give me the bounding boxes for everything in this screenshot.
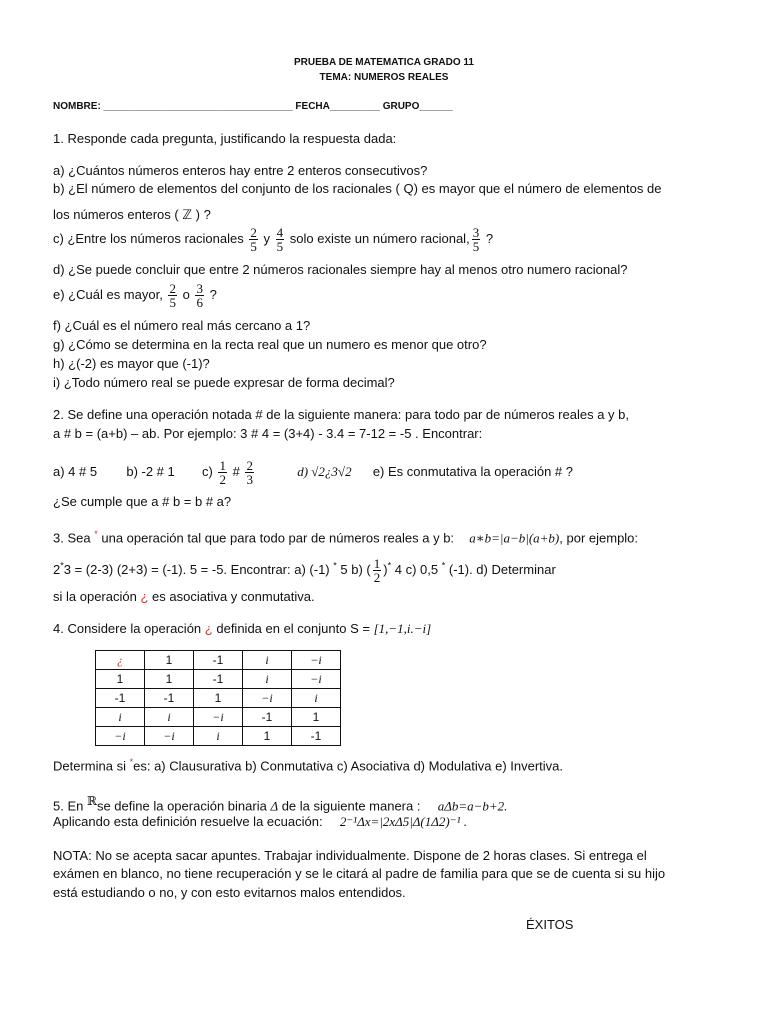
star-operator-symbol: * bbox=[94, 529, 98, 539]
fraction-denominator: 5 bbox=[169, 295, 176, 310]
q1-d: d) ¿Se puede concluir que entre 2 números racionales siempre hay al menos otro numero racional? bbox=[53, 262, 628, 277]
nota-line2: exámen en blanco, no tiene recuperación y se le citará al padre de familia para que se de cuenta si su hijo bbox=[53, 866, 666, 881]
q1-c bbox=[53, 226, 493, 253]
fraction-numerator: 3 bbox=[196, 281, 203, 296]
q3-l1-mid: una operación tal que para todo par de números reales a y b: bbox=[101, 530, 455, 546]
q5-l1-mid: se define la operación binaria bbox=[96, 798, 267, 814]
q5-line1 bbox=[53, 794, 507, 814]
q1-f: f) ¿Cuál es el número real más cercano a 1? bbox=[53, 318, 311, 333]
q3-l3-post: es asociativa y conmutativa. bbox=[152, 589, 315, 604]
fraction-4-5 bbox=[276, 226, 285, 253]
fraction-numerator: 1 bbox=[373, 556, 381, 571]
table-cell: 1 bbox=[145, 651, 194, 670]
q2-c-pre: c) bbox=[202, 463, 213, 479]
fraction-numerator: 2 bbox=[246, 458, 253, 473]
fraction-2-3 bbox=[245, 459, 254, 486]
q1-c-mid2: solo existe un número racional, bbox=[289, 230, 470, 246]
q1-b-line1: b) ¿El número de elementos del conjunto de los racionales ( Q) es mayor que el número de elementos de bbox=[53, 181, 662, 196]
q1-e-pre: e) ¿Cuál es mayor, bbox=[53, 286, 163, 302]
q4-line1 bbox=[53, 621, 431, 637]
exam-title: PRUEBA DE MATEMATICA GRADO 11 bbox=[293, 57, 474, 68]
q1-h: h) ¿(-2) es mayor que (-1)? bbox=[53, 356, 210, 371]
table-cell: -1 bbox=[145, 689, 194, 708]
table-cell: −i bbox=[194, 708, 243, 727]
table-cell: i bbox=[145, 708, 194, 727]
table-cell: i bbox=[243, 670, 292, 689]
q5-l2: Aplicando esta definición resuelve la ecuación: bbox=[53, 814, 323, 829]
table-row bbox=[96, 651, 341, 670]
q2-e: e) Es conmutativa la operación # ? bbox=[372, 463, 573, 479]
fraction-denominator: 3 bbox=[246, 472, 253, 487]
q1-c-mid1: y bbox=[263, 230, 270, 246]
q4-det-post: es: a) Clausurativa b) Conmutativa c) Asociativa d) Modulativa e) Invertiva. bbox=[133, 758, 564, 774]
table-row bbox=[96, 689, 341, 708]
table-cell: i bbox=[96, 708, 145, 727]
q4-det-pre: Determina si bbox=[53, 758, 126, 774]
q1-prompt: 1. Responde cada pregunta, justificando la respuesta dada: bbox=[53, 131, 397, 146]
fraction-1-2-q3 bbox=[373, 557, 382, 584]
table-cell: i bbox=[194, 727, 243, 746]
q4-pre: 4. Considere la operación bbox=[53, 621, 202, 636]
exam-subtitle: TEMA: NUMEROS REALES bbox=[319, 72, 449, 83]
q3-l2-c: 5 b) bbox=[340, 561, 363, 577]
q2-line1: 2. Se define una operación notada # de la siguiente manera: para todo par de números reales a y b, bbox=[53, 407, 629, 422]
operator-symbol: ¿ bbox=[204, 621, 213, 636]
q1-g: g) ¿Cómo se determina en la recta real que un numero es menor que otro? bbox=[53, 337, 487, 352]
table-cell: −i bbox=[145, 727, 194, 746]
fraction-denominator: 2 bbox=[219, 472, 226, 487]
table-cell: −i bbox=[96, 727, 145, 746]
fraction-denominator: 5 bbox=[472, 239, 480, 254]
fraction-numerator: 2 bbox=[250, 225, 257, 240]
table-row bbox=[96, 708, 341, 727]
q3-l3-pre: si la operación bbox=[53, 589, 137, 604]
q1-i: i) ¿Todo número real se puede expresar de forma decimal? bbox=[53, 375, 395, 390]
star-operator-symbol: * bbox=[60, 560, 64, 571]
fraction-numerator: 1 bbox=[219, 458, 226, 473]
operation-table bbox=[95, 650, 341, 746]
star-operator-symbol: * bbox=[387, 560, 392, 571]
fraction-3-6 bbox=[195, 282, 204, 309]
q1-c-post: ? bbox=[485, 230, 494, 246]
q2-c-op: # bbox=[232, 463, 240, 479]
q1-e-mid: o bbox=[182, 286, 190, 302]
real-numbers-symbol: ℝ bbox=[86, 794, 97, 808]
q5-line2 bbox=[53, 814, 467, 830]
q2-b: b) -2 # 1 bbox=[126, 463, 175, 479]
closing-text: ÉXITOS bbox=[526, 917, 574, 932]
table-cell: 1 bbox=[194, 689, 243, 708]
q4-determine-line bbox=[53, 757, 563, 773]
table-cell: i bbox=[243, 651, 292, 670]
table-cell: −i bbox=[292, 670, 341, 689]
fraction-numerator: 3 bbox=[472, 225, 480, 240]
fraction-numerator: 4 bbox=[276, 225, 284, 240]
q3-line3 bbox=[53, 589, 315, 604]
q3-line1 bbox=[53, 529, 638, 546]
q1-e bbox=[53, 282, 217, 309]
fraction-3-5 bbox=[472, 226, 481, 253]
table-cell: -1 bbox=[194, 670, 243, 689]
q2-line2: a # b = (a+b) – ab. Por ejemplo: 3 # 4 = (3+4) - 3.4 = 7-12 = -5 . Encontrar: bbox=[53, 426, 483, 441]
q4-mid: definida en el conjunto S = bbox=[216, 621, 370, 636]
q5-l1-pre: 5. En bbox=[53, 798, 84, 814]
q3-l1-post: , por ejemplo: bbox=[559, 530, 639, 546]
q1-a: a) ¿Cuántos números enteros hay entre 2 enteros consecutivos? bbox=[53, 163, 428, 178]
set-s: [1,−1,i.−i] bbox=[373, 621, 432, 636]
fraction-denominator: 6 bbox=[196, 295, 203, 310]
q1-b-line2: los números enteros ( ℤ ) ? bbox=[53, 207, 211, 222]
table-cell: -1 bbox=[292, 727, 341, 746]
q5-equation: 2⁻¹Δx=|2xΔ5|Δ(1Δ2)⁻¹ . bbox=[339, 814, 467, 829]
star-operator-symbol: * bbox=[129, 757, 134, 767]
q3-line2: 2*3 = (2-3) (2+3) = (-1). 5 = -5. Encontrar: a) (-1) * 5 b) ( $\frac{1}{2}$ )* 4 c) 0,5 * (-1). d) Determinar bbox=[53, 556, 556, 585]
star-operator-symbol: * bbox=[441, 560, 446, 571]
q2-line4: ¿Se cumple que a # b = b # a? bbox=[53, 494, 232, 509]
table-cell: 1 bbox=[145, 670, 194, 689]
delta-operator-symbol: Δ bbox=[270, 798, 279, 814]
q5-l1-post: de la siguiente manera : bbox=[281, 798, 421, 814]
table-cell: 1 bbox=[243, 727, 292, 746]
q5-definition-formula: aΔb=a−b+2. bbox=[437, 798, 508, 814]
q3-formula: a∗b=|a−b|(a+b) bbox=[469, 530, 560, 546]
fraction-numerator: 2 bbox=[169, 281, 176, 296]
table-cell: i bbox=[292, 689, 341, 708]
star-operator-symbol: * bbox=[333, 560, 337, 571]
q3-l2-e: (-1). d) Determinar bbox=[448, 561, 556, 577]
table-cell: -1 bbox=[194, 651, 243, 670]
student-fields-line: NOMBRE: __________________________________ FECHA_________ GRUPO______ bbox=[53, 101, 453, 112]
table-cell: 1 bbox=[96, 670, 145, 689]
fraction-denominator: 5 bbox=[276, 239, 284, 254]
nota-line1: NOTA: No se acepta sacar apuntes. Trabajar individualmente. Dispone de 2 horas clases. Si entrega el bbox=[53, 848, 647, 863]
fraction-2-5-e bbox=[168, 282, 177, 309]
nota-line3: está estudiando o no, y con esto evitarnos malos entendidos. bbox=[53, 885, 406, 900]
table-row bbox=[96, 727, 341, 746]
table-cell: ¿ bbox=[96, 651, 145, 670]
table-cell: −i bbox=[292, 651, 341, 670]
table-cell: 1 bbox=[292, 708, 341, 727]
q1-c-pre: c) ¿Entre los números racionales bbox=[53, 230, 244, 246]
table-cell: -1 bbox=[96, 689, 145, 708]
fraction-denominator: 5 bbox=[250, 239, 257, 254]
q2-d: d) √2¿3√2 bbox=[297, 463, 352, 479]
table-row bbox=[96, 670, 341, 689]
q3-l1-pre: 3. Sea bbox=[53, 530, 91, 546]
q3-l2-b: 3 = (2-3) (2+3) = (-1). 5 = -5. Encontrar: a) (-1) bbox=[63, 561, 330, 577]
fraction-denominator: 2 bbox=[373, 570, 381, 585]
fraction-2-5 bbox=[249, 226, 258, 253]
table-cell: -1 bbox=[243, 708, 292, 727]
q3-l2-d: 4 c) 0,5 bbox=[394, 561, 439, 577]
operator-symbol: ¿ bbox=[140, 589, 149, 604]
q1-e-post: ? bbox=[209, 286, 217, 302]
q3-l2-a: 2 bbox=[53, 561, 61, 577]
fraction-1-2 bbox=[218, 459, 227, 486]
table-cell: −i bbox=[243, 689, 292, 708]
q2-a: a) 4 # 5 bbox=[53, 463, 98, 479]
q2-items bbox=[53, 459, 573, 486]
